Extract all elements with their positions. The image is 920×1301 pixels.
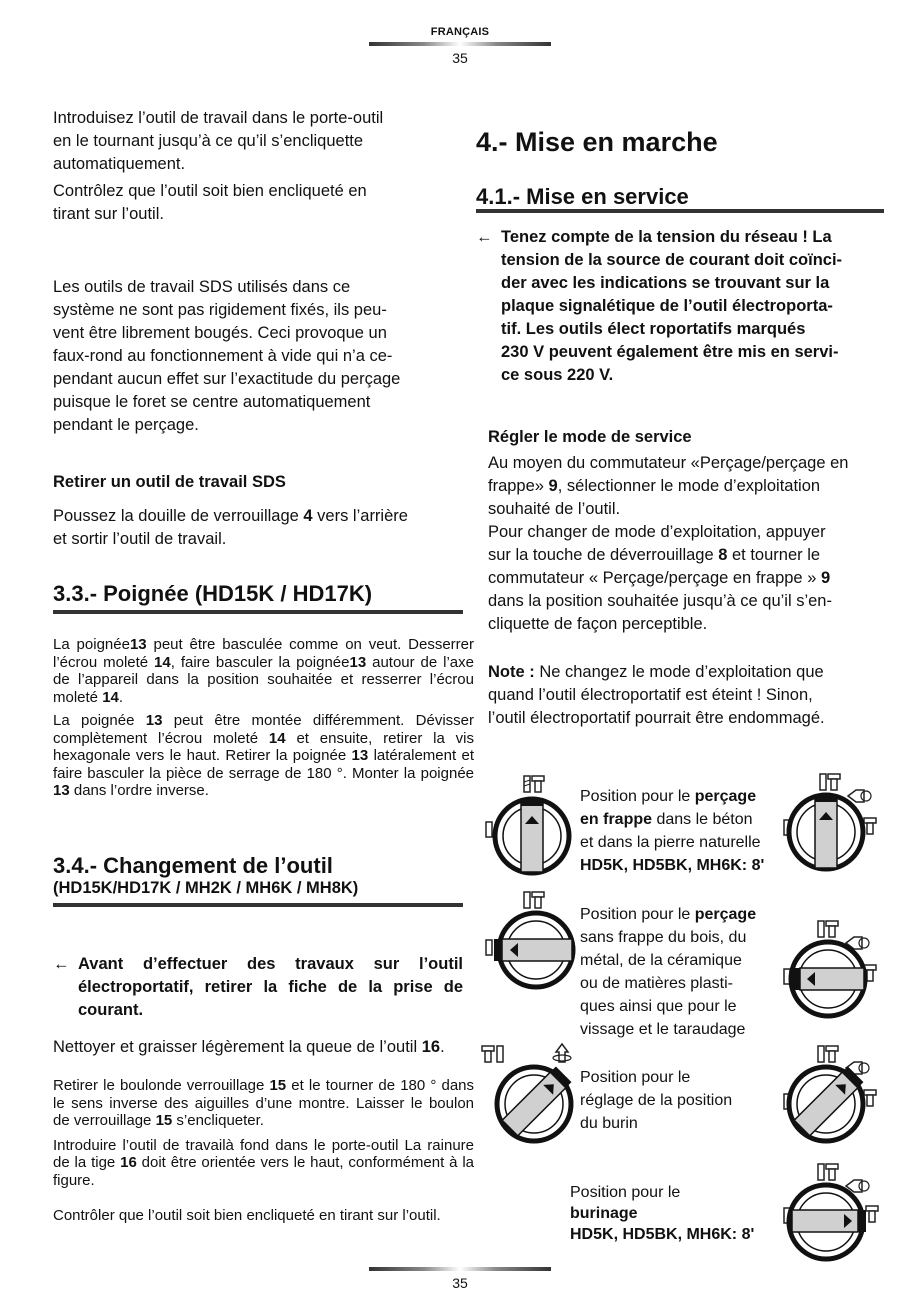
text-run: Au moyen du commutateur «Perçage/perçage en xyxy=(488,454,849,472)
text-line xyxy=(580,831,790,854)
warning-line: ce sous 220 V. xyxy=(501,366,614,384)
intro-line: Introduisez l’outil de travail dans le porte-outil xyxy=(53,109,384,127)
text-run: , faire basculer la poignée xyxy=(170,653,350,671)
text-run: Poussez la douille de verrouillage xyxy=(53,507,304,525)
warning-line: tif. Les outils élect roportatifs marqués xyxy=(501,320,806,338)
text-run: souhaité de l’outil. xyxy=(488,500,621,518)
sds-line: pendant aucun effet sur l’exactitude du perçage xyxy=(53,370,401,388)
bold-run: HD5K, HD5BK, MH6K: 8' xyxy=(580,857,765,874)
text-run: . xyxy=(440,1038,445,1056)
mode-selector-dial-icon xyxy=(780,915,890,1025)
voltage-warning xyxy=(476,226,886,387)
hammer-icon xyxy=(828,774,840,790)
header-rule xyxy=(369,42,551,46)
warning-arrow-icon: ← xyxy=(53,955,70,973)
bold-run: 9 xyxy=(548,477,558,495)
text-run: La poignée xyxy=(53,636,130,653)
text-run: et ensuite, retirer la vis hexagonale vers le haut. Retirer la poignée xyxy=(53,729,474,764)
text-run: dans le béton xyxy=(652,811,753,828)
note-block xyxy=(488,661,888,730)
drill-bit-icon xyxy=(818,1164,824,1180)
chisel-rotate-icon xyxy=(846,1180,869,1192)
hammer-icon xyxy=(864,1090,876,1106)
position-chiselling-caption xyxy=(570,1182,790,1245)
warning-text: Avant d’effectuer des travaux sur l’outil électroportatif, retirer la fiche de la prise de courant. xyxy=(78,955,463,1019)
text-run: peut être montée différemment. Dévisser complètement l’écrou moleté xyxy=(53,712,475,747)
text-run: Position pour le xyxy=(580,906,695,923)
text-run: ques ainsi que pour le xyxy=(580,998,737,1015)
text-run: dans la position souhaitée jusqu’à ce qu’il s’en- xyxy=(488,592,832,610)
section-3-4-title: 3.4.- Changement de l’outil xyxy=(53,853,333,878)
bold-run: perçage xyxy=(694,788,757,805)
section-3-3-title: 3.3.- Poignée (HD15K / HD17K) xyxy=(53,581,373,606)
handle-paragraph-1 xyxy=(53,636,474,706)
text-run: métal, de la céramique xyxy=(580,952,742,969)
sds-line: faux-rond au fonctionnement à vide qui n’a ce- xyxy=(53,347,393,365)
tool-change-warning xyxy=(53,953,463,1022)
warning-line: plaque signalétique de l’outil électroporta- xyxy=(501,297,833,315)
hammer-icon xyxy=(826,921,838,937)
intro-block xyxy=(53,107,453,226)
section-3-3-body xyxy=(53,636,474,800)
locking-bolt-paragraph xyxy=(53,1077,474,1130)
insert-tool-paragraph xyxy=(53,1137,474,1190)
text-run: autour de l’axe de l’appareil dans la position souhaitée et resserrer l’écrou moleté xyxy=(53,653,474,706)
drill-bit-icon xyxy=(524,776,530,792)
hammer-icon xyxy=(826,1164,838,1180)
drill-bit-icon xyxy=(818,921,824,937)
warning-line: Tenez compte de la tension du réseau ! La xyxy=(501,228,832,246)
text-run: vissage et le taraudage xyxy=(580,1021,746,1038)
text-run: sans frappe du bois, du xyxy=(580,929,747,946)
bold-run: en frappe xyxy=(580,811,653,828)
bold-run: 9 xyxy=(820,569,831,587)
text-line xyxy=(570,1224,790,1245)
footer-page-number: 35 xyxy=(452,1275,468,1291)
position-drilling-caption xyxy=(580,903,790,1041)
bold-run: 15 xyxy=(155,1112,173,1129)
part-number: 4 xyxy=(303,507,313,525)
text-run: dans l’ordre inverse. xyxy=(69,782,209,799)
drill-bit-icon xyxy=(497,1046,503,1062)
section-3-4-subtitle: (HD15K/HD17K / MH2K / MH6K / MH8K) xyxy=(53,879,359,897)
chisel-rotate-icon xyxy=(848,790,871,802)
text-run: frappe» xyxy=(488,477,549,495)
chisel-rotate-icon xyxy=(553,1044,571,1062)
bold-run: 16 xyxy=(421,1038,441,1056)
hammer-icon xyxy=(482,1046,494,1062)
intro-line: Contrôlez que l’outil soit bien encliqueté en xyxy=(53,182,367,200)
text-line xyxy=(570,1203,790,1224)
bold-run: 14 xyxy=(154,653,171,671)
note-line: l’outil électroportatif pourrait être endommagé. xyxy=(488,709,825,727)
bold-run: 8 xyxy=(718,546,728,564)
text-run: ou de matières plasti- xyxy=(580,975,733,992)
bold-run: 13 xyxy=(53,782,70,799)
mode-selector-dial-icon xyxy=(780,1160,890,1270)
intro-line: en le tournant jusqu’à ce qu’il s’encliquette xyxy=(53,132,364,150)
bold-run: 13 xyxy=(351,747,369,764)
text-line xyxy=(580,1018,790,1041)
text-line xyxy=(488,613,888,636)
text-run: cliquette de façon perceptible. xyxy=(488,615,708,633)
note-line: quand l’outil électroportatif est éteint ! Sinon, xyxy=(488,686,813,704)
text-run: Retirer le boulonde verrouillage xyxy=(53,1077,270,1094)
sds-line: pendant le perçage. xyxy=(53,416,199,434)
text-run: latéralement et faire basculer la pièce de serrage de 180 °. Monter la poignée xyxy=(53,747,475,782)
text-line xyxy=(580,1089,790,1112)
mode-selector-dial-icon xyxy=(780,770,890,880)
hammer-icon xyxy=(866,1206,878,1222)
text-run: et dans la pierre naturelle xyxy=(580,834,761,851)
text-line xyxy=(580,785,790,808)
section-rule xyxy=(476,209,884,213)
warning-line: 230 V peuvent également être mis en servi- xyxy=(501,343,839,361)
text-run: Introduire l’outil de travailà fond dans le porte-outil La rainure de la tige xyxy=(53,1136,474,1171)
bold-run: 14 xyxy=(268,729,286,747)
handle-paragraph-2 xyxy=(53,712,474,800)
section-4-title: 4.- Mise en marche xyxy=(476,127,718,157)
text-run: du burin xyxy=(580,1115,638,1132)
section-3-4-body xyxy=(53,1077,474,1225)
text-line xyxy=(580,1066,790,1089)
mode-selector-dial-icon xyxy=(780,1040,890,1150)
text-run: Pour changer de mode d’exploitation, appuyer xyxy=(488,523,826,541)
bold-run: 13 xyxy=(145,712,163,729)
warning-arrow-icon: ← xyxy=(476,228,493,246)
text-run: et sortir l’outil de travail. xyxy=(53,530,227,548)
hammer-icon xyxy=(532,776,544,792)
warning-line: tension de la source de courant doit coïnci- xyxy=(501,251,843,269)
text-run: doit être orientée vers le haut, conformément à la figure. xyxy=(53,1154,474,1189)
text-line xyxy=(488,567,888,590)
text-run: commutateur « Perçage/perçage en frappe » xyxy=(488,569,821,587)
mode-heading: Régler le mode de service xyxy=(488,428,692,446)
text-run: peut être basculée comme on veut. Desserrer l’écrou moleté xyxy=(53,636,474,671)
sds-line: vent être librement bougés. Ceci provoque un xyxy=(53,324,387,342)
header-language: FRANÇAIS xyxy=(430,26,490,38)
text-run: Position pour le xyxy=(580,1069,691,1086)
text-line xyxy=(570,1182,790,1203)
bold-run: 16 xyxy=(120,1154,137,1171)
warning-text xyxy=(501,226,842,387)
section-rule xyxy=(53,610,463,614)
drill-bit-icon xyxy=(818,1046,824,1062)
intro-line: automatiquement. xyxy=(53,155,186,173)
text-run: Position pour le xyxy=(580,788,695,805)
drill-bit-icon xyxy=(524,892,530,908)
text-run: et le tourner de 180 ° dans le sens inverse des aiguilles d’une montre. Laisser le boulon de verrouillage xyxy=(53,1077,474,1129)
note-label: Note : xyxy=(488,663,535,681)
footer-rule xyxy=(369,1267,551,1271)
mode-instructions xyxy=(488,452,888,636)
text-run: s’encliqueter. xyxy=(172,1112,264,1129)
text-line xyxy=(580,854,790,877)
section-4-1-title: 4.1.- Mise en service xyxy=(476,184,689,209)
drill-bit-icon xyxy=(820,774,826,790)
position-chisel-setting-caption xyxy=(580,1066,790,1135)
header-page-number: 35 xyxy=(452,50,468,66)
sds-line: système ne sont pas rigidement fixés, ils peu- xyxy=(53,301,387,319)
text-line xyxy=(488,452,888,475)
text-run: Position pour le xyxy=(570,1184,681,1201)
note-line: Ne changez le mode d’exploitation que xyxy=(534,663,824,681)
position-hammer-drilling-caption xyxy=(580,785,790,877)
bold-run: burinage xyxy=(570,1205,638,1222)
intro-line: tirant sur l’outil. xyxy=(53,205,164,223)
hammer-icon xyxy=(532,892,544,908)
text-line xyxy=(488,475,888,498)
remove-tool-heading: Retirer un outil de travail SDS xyxy=(53,473,286,491)
hammer-icon xyxy=(864,818,876,834)
bold-run: 13 xyxy=(349,653,367,671)
text-run: sur la touche de déverrouillage xyxy=(488,546,719,564)
text-line xyxy=(580,903,790,926)
mode-selector-dial-icon xyxy=(482,772,582,882)
mode-selector-dial-icon xyxy=(482,888,582,998)
text-run: réglage de la position xyxy=(580,1092,733,1109)
sds-line: Les outils de travail SDS utilisés dans ce xyxy=(53,278,351,296)
remove-tool-text xyxy=(53,505,453,551)
text-run: La poignée xyxy=(53,712,146,729)
text-line xyxy=(488,521,888,544)
text-line xyxy=(580,926,790,949)
text-run: et tourner le xyxy=(727,546,821,564)
text-line xyxy=(488,544,888,567)
bold-run: perçage xyxy=(694,906,757,923)
text-line xyxy=(488,590,888,613)
text-line xyxy=(488,498,888,521)
text-line xyxy=(580,808,790,831)
section-rule xyxy=(53,903,463,907)
text-run: . xyxy=(118,688,124,706)
bold-run: 13 xyxy=(129,636,147,653)
text-run: vers l’arrière xyxy=(312,507,408,525)
bold-run: HD5K, HD5BK, MH6K: 8' xyxy=(570,1226,755,1243)
warning-line: der avec les indications se trouvant sur la xyxy=(501,274,830,292)
text-run: Nettoyer et graisser légèrement la queue de l’outil xyxy=(53,1038,422,1056)
hammer-icon xyxy=(826,1046,838,1062)
mode-selector-dial-icon xyxy=(478,1040,598,1150)
bold-run: 15 xyxy=(269,1077,287,1094)
text-line xyxy=(580,1112,790,1135)
text-line xyxy=(580,995,790,1018)
bold-run: 14 xyxy=(102,688,119,706)
sds-paragraph xyxy=(53,276,453,437)
text-line xyxy=(580,972,790,995)
sds-line: puisque le foret se centre automatiquement xyxy=(53,393,371,411)
check-tool-paragraph: Contrôler que l’outil soit bien encliqueté en tirant sur l’outil. xyxy=(53,1207,441,1224)
text-run: , sélectionner le mode d’exploitation xyxy=(557,477,821,495)
clean-shank-text xyxy=(53,1036,445,1059)
text-line xyxy=(580,949,790,972)
